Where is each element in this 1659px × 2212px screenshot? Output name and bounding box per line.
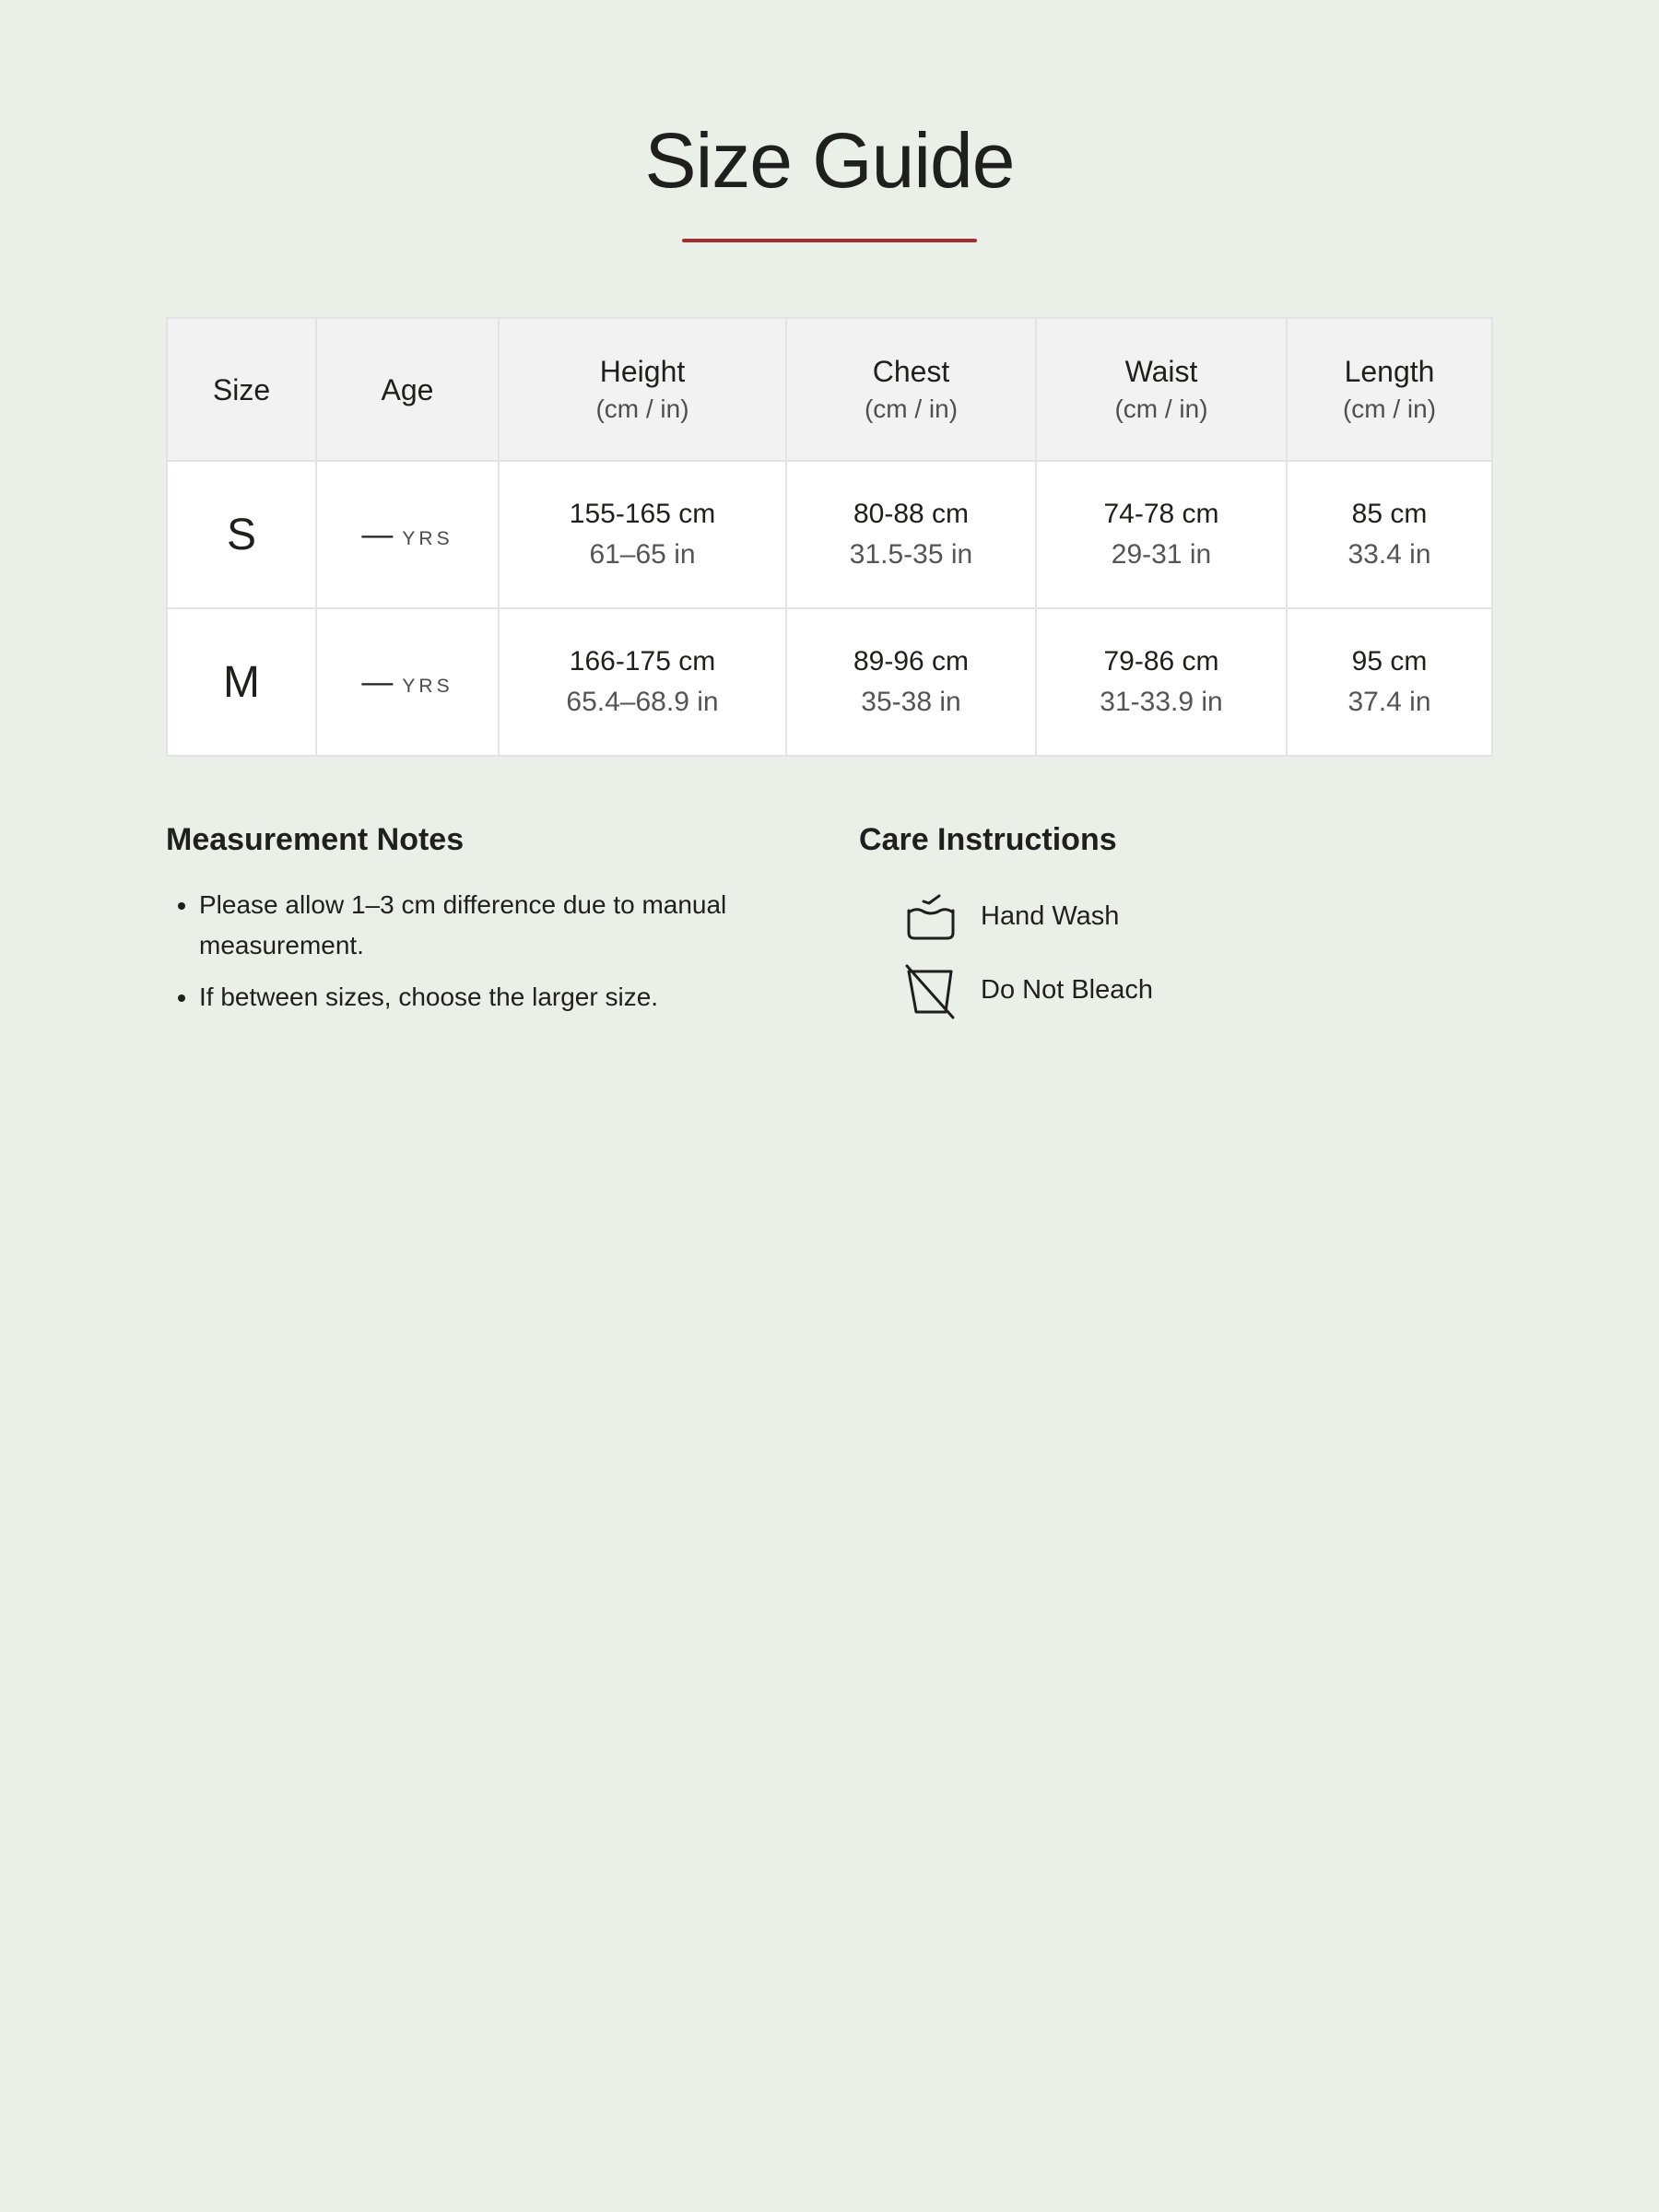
care-heading: Care Instructions — [859, 822, 1117, 857]
header-size — [167, 318, 316, 461]
waist-in: 31-33.9 in — [1100, 687, 1223, 717]
length-cell — [1287, 608, 1492, 756]
title-underline — [682, 239, 977, 242]
header-unit: (cm / in) — [1342, 394, 1437, 423]
height-cell — [499, 461, 786, 608]
age-cell — [316, 608, 499, 756]
size-label: M — [223, 657, 260, 707]
header-unit: (cm / in) — [1114, 394, 1208, 423]
care-item-do-not-bleach — [896, 953, 1493, 1027]
waist-cm: 79-86 cm — [1103, 646, 1219, 677]
header-unit: (cm / in) — [595, 394, 689, 423]
waist-cm: 74-78 cm — [1103, 499, 1219, 529]
waist-in: 29-31 in — [1111, 539, 1212, 570]
age-cell — [316, 461, 499, 608]
length-cm: 85 cm — [1351, 499, 1428, 529]
notes-list — [166, 885, 811, 1018]
table-header-row — [167, 318, 1492, 461]
page-title: Size Guide — [644, 117, 1015, 204]
notes-heading: Measurement Notes — [166, 822, 465, 857]
header-label: Age — [381, 372, 434, 406]
waist-cell — [1036, 461, 1287, 608]
size-label: S — [226, 510, 256, 559]
age-unit: YRS — [402, 527, 453, 549]
header-label: Waist — [1124, 354, 1198, 388]
header-height — [499, 318, 786, 461]
care-label: Hand Wash — [981, 900, 1120, 931]
size-cell — [167, 461, 316, 608]
table-row — [167, 461, 1492, 608]
length-in: 33.4 in — [1347, 539, 1431, 570]
list-item: • Please allow 1–3 cm difference due to manual measurement. — [199, 885, 811, 966]
care-item-hand-wash — [896, 879, 1493, 953]
age-value: — — [361, 664, 394, 700]
list-item: • If between sizes, choose the larger size. — [199, 977, 811, 1018]
length-in: 37.4 in — [1347, 687, 1431, 717]
table-row — [167, 608, 1492, 756]
length-cell — [1287, 461, 1492, 608]
chest-cm: 89-96 cm — [853, 646, 970, 677]
header-label: Size — [212, 372, 271, 406]
size-table — [166, 317, 1493, 757]
header-unit: (cm / in) — [864, 394, 959, 423]
chest-in: 31.5-35 in — [849, 539, 973, 570]
chest-cm: 80-88 cm — [853, 499, 970, 529]
height-in: 61–65 in — [589, 539, 696, 570]
length-cm: 95 cm — [1351, 646, 1428, 677]
chest-cell — [786, 461, 1036, 608]
age-unit: YRS — [402, 675, 453, 697]
header-length — [1287, 318, 1492, 461]
height-cm: 166-175 cm — [569, 646, 716, 677]
do-not-bleach-icon — [896, 960, 955, 1019]
header-chest — [786, 318, 1036, 461]
care-instructions — [859, 811, 1493, 1027]
header-age — [316, 318, 499, 461]
height-cm: 155-165 cm — [569, 499, 716, 529]
chest-cell — [786, 608, 1036, 756]
size-cell — [167, 608, 316, 756]
height-in: 65.4–68.9 in — [566, 687, 719, 717]
waist-cell — [1036, 608, 1287, 756]
care-label: Do Not Bleach — [981, 974, 1153, 1005]
header-label: Chest — [872, 354, 950, 388]
header-label: Length — [1344, 354, 1435, 388]
hand-wash-icon — [896, 887, 955, 946]
header-waist — [1036, 318, 1287, 461]
height-cell — [499, 608, 786, 756]
age-value: — — [361, 516, 394, 552]
measurement-notes — [166, 811, 811, 1029]
chest-in: 35-38 in — [861, 687, 961, 717]
header-label: Height — [599, 354, 686, 388]
